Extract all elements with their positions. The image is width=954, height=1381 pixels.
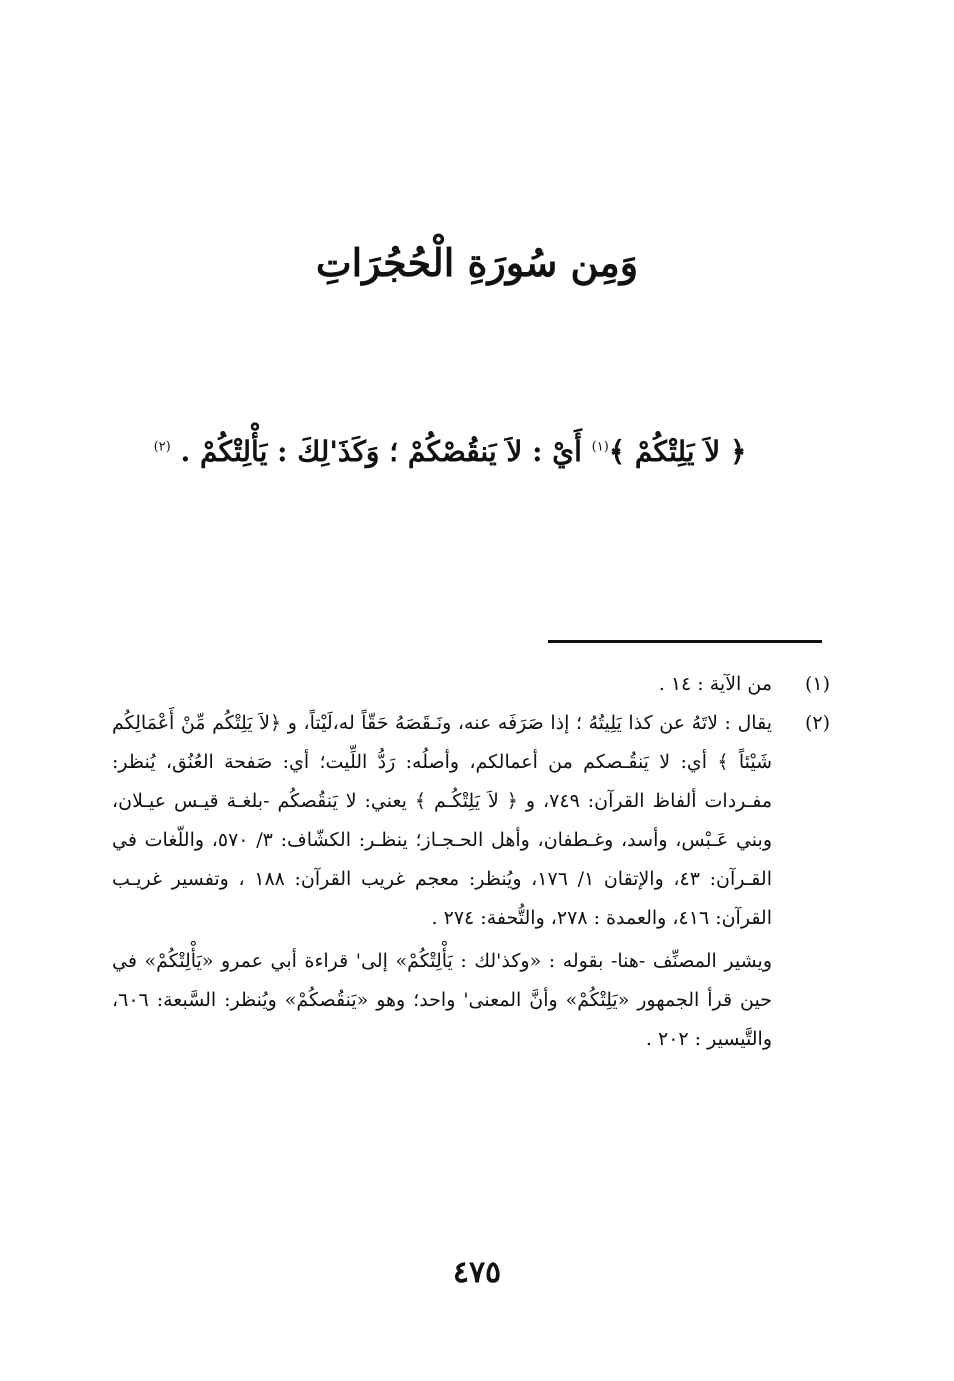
- verse-line: [100, 435, 800, 468]
- surah-title: وَمِن سُورَةِ الْحُجُرَاتِ: [315, 240, 639, 285]
- verse-text: ﴿ لاَ يَلِتْكُمْ ﴾$^{(١)}$ أَيْ : لاَ يَنقُصْكُمْ ؛ وَكَذَ'لِكَ : يَأْلِتْكُمْ .: [180, 435, 747, 468]
- verse-footnote-ref-2: (٢): [153, 439, 171, 455]
- footnote-2: [112, 704, 830, 938]
- footnote-text: من الآية : ١٤ .: [658, 673, 772, 695]
- verse-footnote-ref-1: (١): [591, 439, 609, 455]
- page-number: ٤٧٥: [452, 1255, 502, 1290]
- footnote-1: [112, 665, 830, 704]
- footnote-2-continuation: ويشير المصنِّف -هنا- بقوله : «وكذ'لك : يَأْلِتْكُمْ» إلى' قراءة أبي عمرو «يَأْلِتْكُمْ» في حين قرأ الجمهور «يَلِتْكُمْ» وأنَّ المعنى' واحد؛ وهو «يَنقُصكُمْ» ويُنظر: السَّبعة: ٦٠٦، والتَّيسير : ٢٠٢ .: [112, 950, 772, 1050]
- footnotes: [112, 665, 830, 1059]
- footnote-number: (١): [804, 673, 830, 695]
- footnote-number: (٢): [804, 712, 830, 734]
- footnote-divider: [548, 640, 822, 643]
- footnote-text: يقال : لاتَهُ عن كذا يَلِيتُهُ ؛ إذا صَرَفَه عنه، ونَـقَصَهُ حَقّاً له،لَيْتاً، و ﴿لاَ يَلِتْكُم مِّنْ أَعْمَالِكُم شَيْئاً ﴾ أي: لا يَنقُـصكم من أعمالكم، وأصلُه: رَدُّ اللِّيت؛ أي: صَفحة العُنُق، يُنظر: مفـردات ألفاظ القرآن: ٧٤٩، و ﴿ لاَ يَلِتْكُـم ﴾ يعني: لا يَنقُصكُم -بلغـة قيـس عيـلان، وبني عَـبْس، وأسد، وغـطفان، وأهل الحـجـاز؛ ينظـر: الكشّاف: ٣/ ٥٧٠، واللّغات في القـرآن: ٤٣، والإتقان ١/ ١٧٦، ويُنظر: معجم غريب القرآن: ١٨٨ ، وتفسير غريـب القرآن: ٤١٦، والعمدة : ٢٧٨، والتُّحفة: ٢٧٤ .: [112, 712, 773, 929]
